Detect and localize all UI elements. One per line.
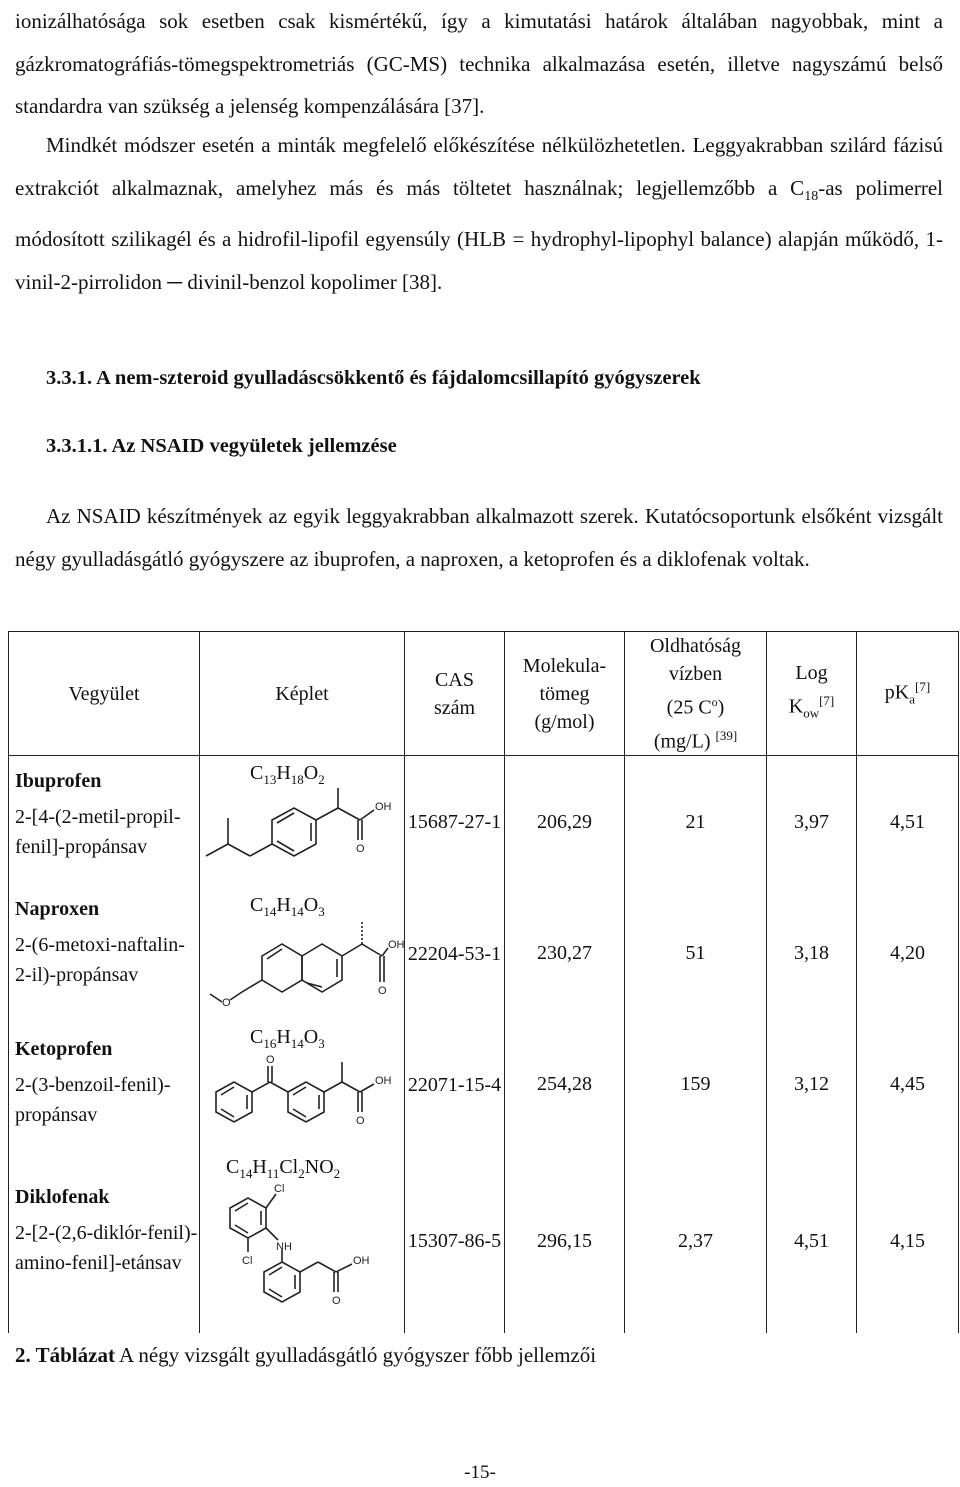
paragraph-sample-prep: Mindkét módszer esetén a minták megfelelő előkészítése nélkülözhetetlen. Leggyakrabban szilárd fázisú extrakciót alkalmaznak, amelyhez más és más töltetet használnak; legjellemzőbb a $C_{18}-as$ polimerrel módosított szilikagél és a hidrofil-lipofil egyensúly (HLB = hydrophyl-lipophyl balance) alapján működő, 1-vinil-2-pirrolidon ─ divinil-benzol kopolimer [38].: [15, 133, 944, 294]
compound-name: Diklofenak: [15, 1185, 110, 1208]
pka-cell: 4,20: [857, 888, 959, 1020]
o-label: O: [332, 1294, 341, 1307]
formula-cell: [200, 1150, 405, 1333]
section-heading: 3.3.1. A nem-szteroid gyulladáscsökkentő és fájdalomcsillapító gyógyszerek: [46, 367, 701, 389]
paragraph-nsaid: Az NSAID készítmények az egyik leggyakrabban alkalmazott szerek. Kutatócsoportunk elsőként vizsgált négy gyulladásgátló gyógyszere az ibuprofen, a naproxen, a ketoprofen és a diklofenak voltak.: [15, 504, 943, 571]
pka-cell: 4,15: [857, 1150, 959, 1333]
table-header-row: [9, 632, 959, 756]
diclofenac-structure: [202, 1182, 402, 1310]
table-caption: [15, 1343, 596, 1368]
log-kow-cell: 4,51: [767, 1150, 857, 1333]
o-label: O: [222, 996, 231, 1009]
log-kow-cell: 3,12: [767, 1020, 857, 1150]
table-row: [9, 1150, 959, 1333]
nh-label: NH: [276, 1240, 292, 1253]
solubility-cell: 2,37: [625, 1150, 767, 1333]
ketoprofen-structure: [202, 1052, 402, 1136]
molar-mass-cell: 230,27: [505, 888, 625, 1020]
pka-cell: 4,45: [857, 1020, 959, 1150]
compound-name: Naproxen: [15, 897, 100, 920]
ibuprofen-structure: [202, 788, 402, 874]
header-pka: $pK_a[7]$: [857, 632, 959, 756]
compound-iupac: 2-[2-(2,6-diklór-fenil)-amino-fenil]-etánsav: [15, 1221, 198, 1274]
table-row: [9, 888, 959, 1020]
cl-label: Cl: [274, 1182, 285, 1195]
log-kow-cell: 3,18: [767, 888, 857, 1020]
header-compound: Vegyület: [9, 632, 200, 756]
o-label: O: [266, 1053, 275, 1066]
cas-cell: 15307-86-5: [405, 1150, 505, 1333]
o-label: O: [356, 843, 365, 856]
compound-cell: [9, 1150, 200, 1333]
header-log-kow: Log $K_{ow}[7]$: [767, 632, 857, 756]
oh-label: OH: [375, 1074, 392, 1087]
page-number: -15-: [464, 1462, 496, 1483]
nsaid-properties-table: [8, 631, 959, 1333]
o-label: O: [378, 984, 387, 997]
paragraph-intro: ionizálhatósága sok esetben csak kismértékű, így a kimutatási határok általában nagyobbak, mint a gázkromatográfiás-tömegspektrometriás (GC-MS) technika alkalmazása esetén, illetve nagyszámú belső standardra van szükség a jelenség kompenzálására [37].: [15, 9, 943, 118]
o-label: O: [356, 1114, 365, 1127]
compound-iupac: 2-(6-metoxi-naftalin-2-il)-propánsav: [15, 933, 185, 986]
naproxen-structure: [202, 920, 405, 1009]
cl-label: Cl: [242, 1254, 253, 1267]
solubility-cell: 159: [625, 1020, 767, 1150]
formula-cell: [200, 756, 405, 888]
log-kow-cell: 3,97: [767, 756, 857, 888]
oh-label: OH: [375, 801, 392, 814]
header-solubility: Oldhatóság vízben (25 $C^o$) (mg/L) [39]: [625, 632, 767, 756]
cas-cell: 15687-27-1: [405, 756, 505, 888]
molar-mass-cell: 206,29: [505, 756, 625, 888]
compound-iupac: 2-[4-(2-metil-propil-fenil]-propánsav: [15, 806, 181, 859]
compound-name: Ketoprofen: [15, 1037, 113, 1060]
compound-cell: [9, 756, 200, 888]
header-cas: CAS szám: [405, 632, 505, 756]
molar-mass-cell: 254,28: [505, 1020, 625, 1150]
caption-label: 2. Táblázat: [15, 1343, 115, 1367]
header-formula: Képlet: [200, 632, 405, 756]
compound-name: Ibuprofen: [15, 770, 102, 793]
formula-cell: [200, 888, 405, 1020]
oh-label: OH: [388, 938, 405, 951]
compound-cell: [9, 888, 200, 1020]
table-row: [9, 1020, 959, 1150]
cas-cell: 22204-53-1: [405, 888, 505, 1020]
formula-cell: [200, 1020, 405, 1150]
molar-mass-cell: 296,15: [505, 1150, 625, 1333]
molecular-formula: $C_{14}H_{14}O_3$: [250, 893, 325, 919]
cas-cell: 22071-15-4: [405, 1020, 505, 1150]
oh-label: OH: [353, 1254, 370, 1267]
caption-text: A négy vizsgált gyulladásgátló gyógyszer főbb jellemzői: [114, 1343, 597, 1367]
subsection-heading: 3.3.1.1. Az NSAID vegyületek jellemzése: [46, 435, 397, 457]
header-molar-mass: Molekula- tömeg (g/mol): [505, 632, 625, 756]
molecular-formula: $C_{14}H_{11}Cl_2NO_2$: [226, 1155, 341, 1181]
molecular-formula: $C_{16}H_{14}O_3$: [250, 1025, 325, 1051]
solubility-cell: 21: [625, 756, 767, 888]
molecular-formula: $C_{13}H_{18}O_2$: [250, 762, 325, 788]
solubility-cell: 51: [625, 888, 767, 1020]
compound-iupac: 2-(3-benzoil-fenil)-propánsav: [15, 1073, 171, 1126]
table-row: [9, 756, 959, 888]
compound-cell: [9, 1020, 200, 1150]
pka-cell: 4,51: [857, 756, 959, 888]
